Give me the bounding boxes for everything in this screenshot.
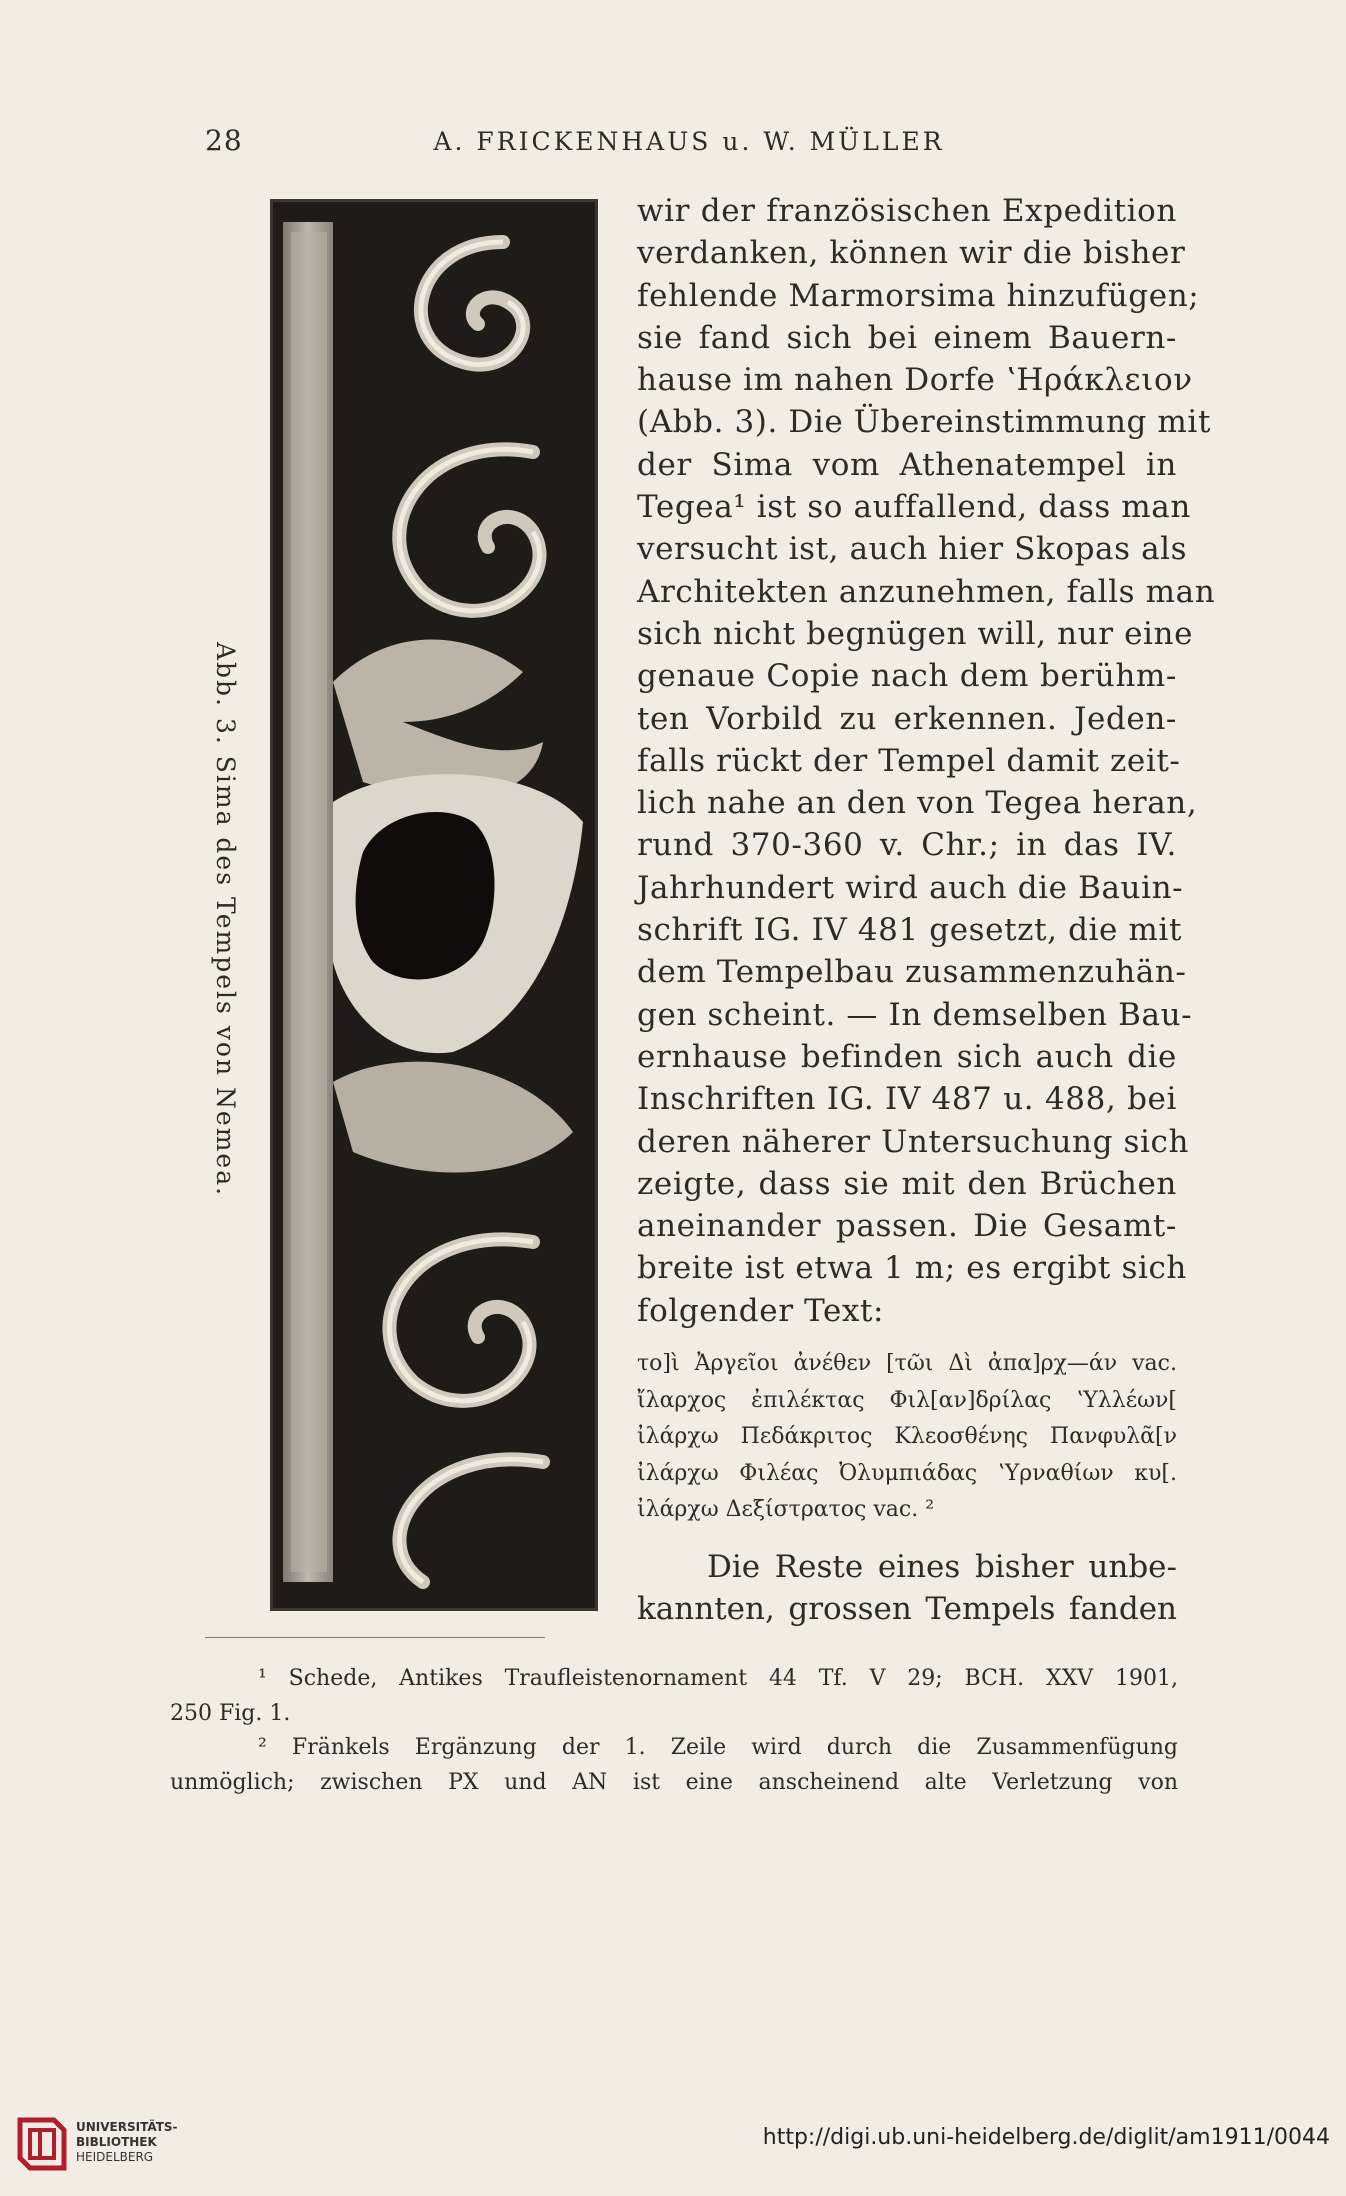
- text-line: zeigte, dass sie mit den Brüchen: [637, 1165, 1177, 1202]
- text-line: der Sima vom Athenatempel in: [637, 446, 1177, 483]
- library-name-line: HEIDELBERG: [76, 2150, 154, 2164]
- source-url-link[interactable]: http://digi.ub.uni-heidelberg.de/diglit/am1911/0044: [762, 2125, 1330, 2150]
- continuation-text: [637, 1546, 1177, 1630]
- footnote-line: ¹ Schede, Antikes Traufleistenornament 44 Tf. V 29; BCH. XXV 1901,: [258, 1666, 1178, 1691]
- text-line: lich nahe an den von Tegea heran,: [637, 785, 1198, 822]
- text-line: Jahrhundert wird auch die Bauin-: [637, 869, 1184, 906]
- text-line: rund 370-360 v. Chr.; in das IV.: [637, 827, 1177, 864]
- library-name-line: UNIVERSITÄTS-: [76, 2120, 178, 2134]
- text-line: Architekten anzunehmen, falls man: [637, 573, 1216, 610]
- text-line: breite ist etwa 1 m; es ergibt sich: [637, 1250, 1187, 1287]
- inscription-line: ἰλάρχω Πεδάκριτος Κλεοσθένης Πανφυλᾶ[ν: [637, 1424, 1177, 1449]
- text-line: schrift IG. IV 481 gesetzt, die mit: [637, 912, 1183, 949]
- text-line: Tegea¹ ist so auffallend, dass man: [637, 489, 1191, 526]
- text-line: ten Vorbild zu erkennen. Jeden-: [637, 700, 1177, 737]
- text-line: versucht ist, auch hier Skopas als: [637, 531, 1188, 568]
- footnote-line: ² Fränkels Ergänzung der 1. Zeile wird durch die Zusammenfügung: [258, 1735, 1178, 1760]
- text-line: sich nicht begnügen will, nur eine: [637, 615, 1194, 652]
- text-line: sie fand sich bei einem Bauern-: [637, 319, 1177, 356]
- library-name-line: BIBLIOTHEK: [76, 2135, 157, 2149]
- text-line: hause im nahen Dorfe ʽΗράκλειον: [637, 362, 1193, 399]
- text-line: kannten, grossen Tempels fanden: [637, 1591, 1177, 1627]
- text-line: verdanken, können wir die bisher: [637, 235, 1186, 272]
- text-line: ernhause befinden sich auch die: [637, 1038, 1177, 1075]
- sima-ornament-image: [273, 202, 595, 1608]
- body-paragraph: [637, 190, 1216, 1332]
- text-line: gen scheint. — In demselben Bau-: [637, 996, 1193, 1033]
- text-line: aneinander passen. Die Gesamt-: [637, 1208, 1177, 1245]
- inscription-line: ἰλάρχω Φιλέας Ὀλυμπιάδας ʽΥρναθίων κυ[.: [637, 1460, 1177, 1486]
- main-text-column: [637, 190, 1216, 1332]
- footnote-line: unmöglich; zwischen PX und AN ist eine anscheinend alte Verletzung von: [170, 1769, 1178, 1795]
- greek-inscription: [637, 1346, 1177, 1529]
- text-line: (Abb. 3). Die Übereinstimmung mit: [637, 404, 1212, 441]
- running-title: A. FRICKENHAUS u. W. MÜLLER: [433, 127, 945, 156]
- text-line: wir der französischen Expedition: [637, 193, 1177, 229]
- text-line: deren näherer Untersuchung sich: [637, 1123, 1190, 1160]
- text-line: Inschriften IG. IV 487 u. 488, bei: [637, 1081, 1177, 1118]
- footnote-line: 250 Fig. 1.: [170, 1700, 291, 1726]
- inscription-line: ἴλαρχος ἐπιλέκτας Φιλ[αν]δρίλας ʽΥλλέων[: [637, 1387, 1177, 1413]
- library-logo[interactable]: [14, 2112, 178, 2182]
- sima-photograph: [270, 199, 598, 1611]
- inscription-line: το]ὶ Ἀργεῖοι ἀνέθεν [τῶι Δὶ ἀπα]ρχ—άν vac.: [637, 1351, 1177, 1376]
- text-line: Die Reste eines bisher unbe-: [707, 1549, 1177, 1585]
- footnotes: [170, 1662, 1178, 1800]
- inscription-line: ἰλάρχω Δεξίστρατος vac. ²: [637, 1497, 935, 1522]
- library-name: [76, 2120, 178, 2165]
- page-header: [205, 124, 1173, 164]
- figure-caption: Abb. 3. Sima des Tempels von Nemea.: [211, 642, 240, 1198]
- library-emblem-icon: [14, 2112, 70, 2172]
- footnote-rule: [205, 1637, 545, 1638]
- text-line: genaue Copie nach dem berühm-: [637, 658, 1177, 695]
- text-line: dem Tempelbau zusammenzuhän-: [637, 954, 1187, 991]
- figure-caption-container: [202, 642, 240, 1202]
- page-number: 28: [205, 124, 243, 157]
- text-line: folgender Text:: [637, 1292, 885, 1329]
- text-line: fehlende Marmorsima hinzufügen;: [637, 277, 1200, 314]
- text-line: falls rückt der Tempel damit zeit-: [637, 742, 1181, 779]
